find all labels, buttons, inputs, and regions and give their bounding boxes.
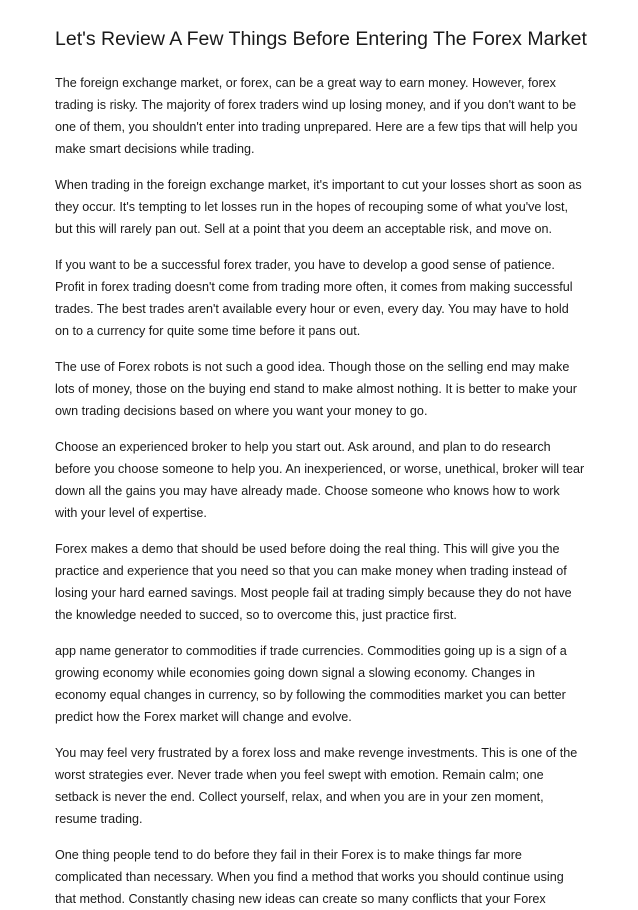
paragraph-9: One thing people tend to do before they fail in their Forex is to make things far more complicated than necessary. When you find a method that works you should continue using that method. Constantly chasing new ideas can create so many conflicts that your Forex [55, 848, 564, 906]
paragraph-4: The use of Forex robots is not such a good idea. Though those on the selling end may make lots of money, those on the buying end stand to make almost nothing. It is better to make your own trading decisions based on where you want your money to go. [55, 360, 578, 418]
paragraph-8: You may feel very frustrated by a forex loss and make revenge investments. This is one of the worst strategies ever. Never trade when you feel swept with emotion. Remain calm; one setback is never the end. Collect yourself, relax, and when you are in your zen moment, resume trading. [55, 746, 578, 826]
document-title: Let's Review A Few Things Before Entering The Forex Market [55, 28, 587, 50]
paragraph-1: The foreign exchange market, or forex, can be a great way to earn money. However, forex trading is risky. The majority of forex traders wind up losing money, and if you don't want to be one of them, you shouldn't enter into trading unprepared. Here are a few tips that will help you make smart decisions while trading. [55, 76, 578, 156]
paragraph-5: Choose an experienced broker to help you start out. Ask around, and plan to do research before you choose someone to help you. An inexperienced, or worse, unethical, broker will tear down all the gains you may have already made. Choose someone who knows how to work with your level of expertise. [55, 440, 585, 520]
document-page [55, 26, 585, 910]
paragraph-2: When trading in the foreign exchange market, it's important to cut your losses short as soon as they occur. It's tempting to let losses run in the hopes of recouping some of what you've lost, but this will rarely pan out. Sell at a point that you deem an acceptable risk, and move on. [55, 178, 582, 236]
paragraph-7: app name generator to commodities if trade currencies. Commodities going up is a sign of a growing economy while economies going down signal a slowing economy. Changes in economy equal changes in currency, so by following the commodities market you can better predict how the Forex market will change and evolve. [55, 644, 567, 724]
paragraph-6: Forex makes a demo that should be used before doing the real thing. This will give you the practice and experience that you need so that you can make money when trading instead of losing your hard earned savings. Most people fail at trading simply because they do not have the knowledge needed to succed, so to overcome this, just practice first. [55, 542, 572, 622]
paragraph-3: If you want to be a successful forex trader, you have to develop a good sense of patience. Profit in forex trading doesn't come from trading more often, it comes from making successful trades. The best trades aren't available every hour or even, every day. You may have to hold on to a currency for quite some time before it pans out. [55, 258, 573, 338]
